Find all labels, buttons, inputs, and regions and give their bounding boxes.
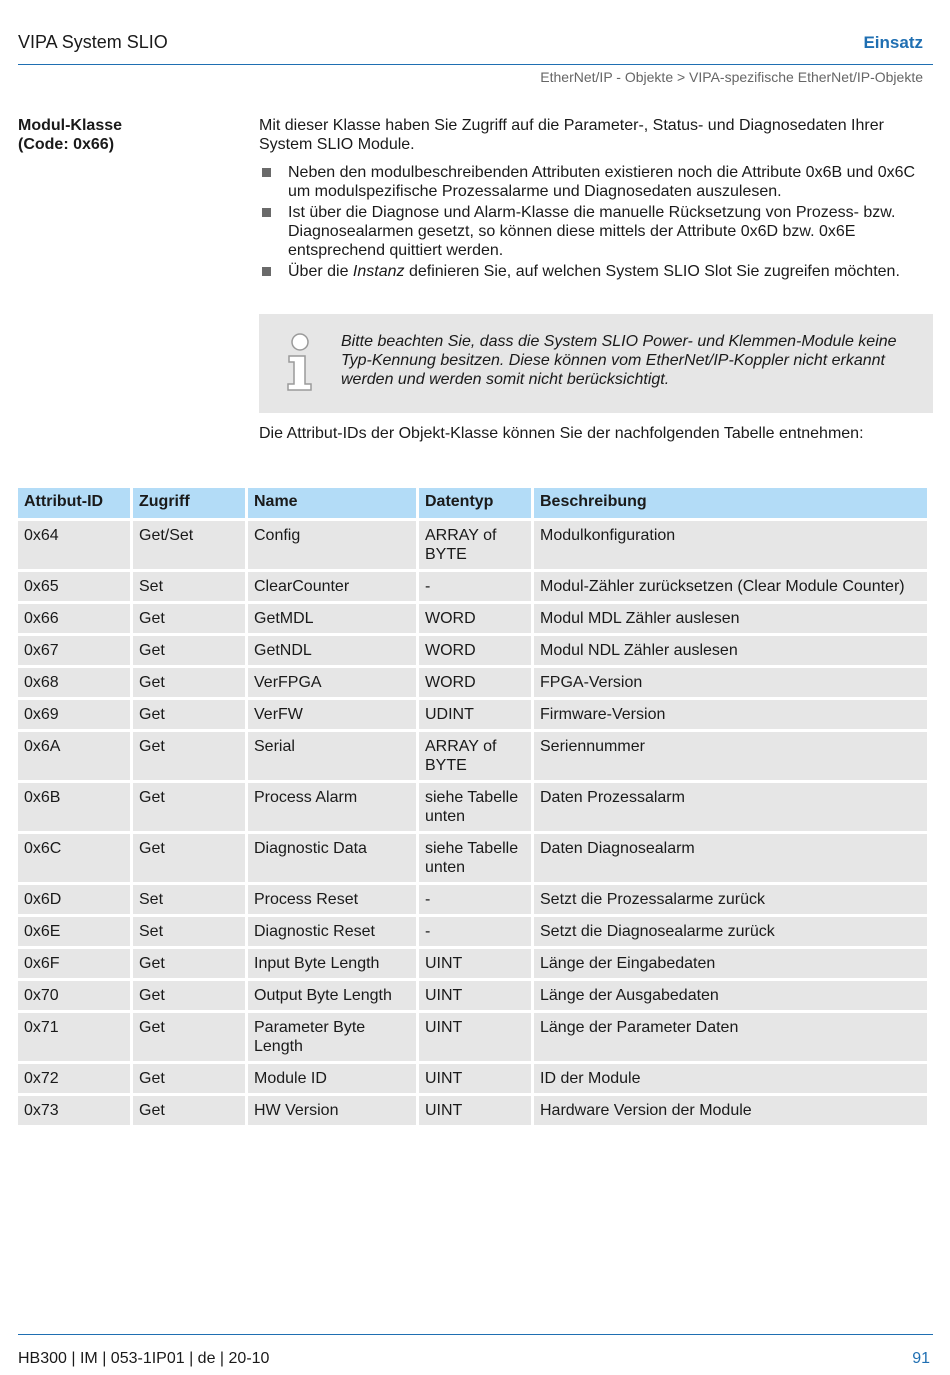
header-divider: [18, 64, 933, 65]
table-cell: Setzt die Prozessalarme zurück: [534, 885, 927, 914]
bullet-list: [259, 163, 939, 283]
table-cell: Set: [133, 572, 245, 601]
table-cell: 0x73: [18, 1096, 130, 1125]
table-row: [18, 783, 927, 831]
table-cell: UINT: [419, 1064, 531, 1093]
table-header-cell: Name: [248, 488, 416, 518]
table-cell: HW Version: [248, 1096, 416, 1125]
breadcrumb: EtherNet/IP - Objekte > VIPA-spezifische EtherNet/IP-Objekte: [540, 69, 923, 85]
table-cell: siehe Tabelle unten: [419, 783, 531, 831]
footer-divider: [18, 1334, 933, 1335]
bullet-text: Neben den modulbeschreibenden Attributen existieren noch die Attribute 0x6B und 0x6C um modulspezifische Prozessalarme und Diagnosedaten auszulesen.: [288, 164, 916, 200]
header-section: Einsatz: [863, 33, 923, 52]
table-cell: Daten Prozessalarm: [534, 783, 927, 831]
table-cell: Get: [133, 636, 245, 665]
table-cell: UDINT: [419, 700, 531, 729]
table-cell: 0x65: [18, 572, 130, 601]
table-row: [18, 572, 927, 601]
table-cell: 0x6F: [18, 949, 130, 978]
table-row: [18, 700, 927, 729]
table-cell: Get: [133, 604, 245, 633]
bullet-text-before: Über die: [288, 263, 353, 280]
table-row: [18, 917, 927, 946]
table-cell: ARRAY of BYTE: [419, 732, 531, 780]
table-cell: Länge der Eingabedaten: [534, 949, 927, 978]
table-cell: 0x70: [18, 981, 130, 1010]
bullet-item: [259, 262, 939, 281]
table-cell: VerFPGA: [248, 668, 416, 697]
bullet-item: [259, 203, 939, 260]
bullet-square-icon: [262, 267, 271, 276]
table-cell: 0x6A: [18, 732, 130, 780]
table-cell: Get: [133, 1064, 245, 1093]
table-cell: Daten Diagnosealarm: [534, 834, 927, 882]
table-row: [18, 521, 927, 569]
table-cell: Serial: [248, 732, 416, 780]
table-header-cell: Datentyp: [419, 488, 531, 518]
table-row: [18, 636, 927, 665]
table-cell: ID der Module: [534, 1064, 927, 1093]
table-cell: WORD: [419, 636, 531, 665]
table-cell: Seriennummer: [534, 732, 927, 780]
page-number: 91: [912, 1350, 930, 1367]
footer-doc-id: HB300 | IM | 053-1IP01 | de | 20-10: [18, 1350, 270, 1367]
table-cell: Get: [133, 783, 245, 831]
bullet-square-icon: [262, 168, 271, 177]
table-cell: 0x72: [18, 1064, 130, 1093]
table-cell: Modul MDL Zähler auslesen: [534, 604, 927, 633]
table-cell: Get: [133, 949, 245, 978]
table-cell: siehe Tabelle unten: [419, 834, 531, 882]
table-cell: 0x71: [18, 1013, 130, 1061]
table-cell: Set: [133, 885, 245, 914]
bullet-text: Ist über die Diagnose und Alarm-Klasse die manuelle Rücksetzung von Prozess- bzw. Diagnosealarmen gesetzt, so können diese mittels der Attribute 0x6D bzw. 0x6E entsprechend quittiert werden.: [288, 204, 896, 259]
table-cell: Get: [133, 700, 245, 729]
table-header-cell: Attribut-ID: [18, 488, 130, 518]
table-row: [18, 1064, 927, 1093]
table-cell: Hardware Version der Module: [534, 1096, 927, 1125]
table-row: [18, 604, 927, 633]
table-cell: Get: [133, 1096, 245, 1125]
table-cell: Modul NDL Zähler auslesen: [534, 636, 927, 665]
table-cell: 0x64: [18, 521, 130, 569]
table-header-cell: Zugriff: [133, 488, 245, 518]
table-cell: GetNDL: [248, 636, 416, 665]
table-cell: Länge der Ausgabedaten: [534, 981, 927, 1010]
table-cell: Process Alarm: [248, 783, 416, 831]
table-cell: 0x6C: [18, 834, 130, 882]
info-icon: [283, 332, 317, 392]
table-cell: Parameter Byte Length: [248, 1013, 416, 1061]
table-cell: UINT: [419, 949, 531, 978]
table-cell: Get: [133, 732, 245, 780]
table-cell: Config: [248, 521, 416, 569]
table-cell: 0x66: [18, 604, 130, 633]
table-cell: Get: [133, 981, 245, 1010]
note-text: Bitte beachten Sie, dass die System SLIO Power- und Klemmen-Module keine Typ-Kennung besitzen. Diese können vom EtherNet/IP-Koppler nicht erkannt werden und werden somit nicht berücksichtigt.: [341, 333, 897, 388]
table-cell: ClearCounter: [248, 572, 416, 601]
table-cell: Modul-Zähler zurücksetzen (Clear Module Counter): [534, 572, 927, 601]
table-lead: Die Attribut-IDs der Objekt-Klasse können Sie der nachfolgenden Tabelle entnehmen:: [259, 425, 864, 442]
bullet-square-icon: [262, 208, 271, 217]
table-row: [18, 885, 927, 914]
table-cell: 0x69: [18, 700, 130, 729]
table-cell: -: [419, 885, 531, 914]
table-cell: Process Reset: [248, 885, 416, 914]
table-header-row: [18, 488, 927, 518]
table-cell: FPGA-Version: [534, 668, 927, 697]
table-cell: Modulkonfiguration: [534, 521, 927, 569]
side-heading: Modul-Klasse (Code: 0x66): [18, 117, 123, 153]
table-cell: 0x67: [18, 636, 130, 665]
table-cell: Firmware-Version: [534, 700, 927, 729]
table-header-cell: Beschreibung: [534, 488, 927, 518]
table-cell: GetMDL: [248, 604, 416, 633]
table-cell: -: [419, 917, 531, 946]
table-cell: Setzt die Diagnosealarme zurück: [534, 917, 927, 946]
table-row: [18, 981, 927, 1010]
table-row: [18, 1013, 927, 1061]
table-cell: Diagnostic Reset: [248, 917, 416, 946]
table-cell: WORD: [419, 604, 531, 633]
table-cell: Get: [133, 668, 245, 697]
table-row: [18, 834, 927, 882]
table-row: [18, 668, 927, 697]
bullet-text-italic: Instanz: [352, 263, 405, 280]
table-row: [18, 1096, 927, 1125]
table-cell: Output Byte Length: [248, 981, 416, 1010]
table-cell: Module ID: [248, 1064, 416, 1093]
table-cell: Set: [133, 917, 245, 946]
table-cell: WORD: [419, 668, 531, 697]
table-cell: Input Byte Length: [248, 949, 416, 978]
note-box: [259, 314, 933, 413]
table-row: [18, 732, 927, 780]
table-cell: Diagnostic Data: [248, 834, 416, 882]
header-title: VIPA System SLIO: [18, 32, 168, 52]
table-row: [18, 949, 927, 978]
table-cell: -: [419, 572, 531, 601]
table-cell: 0x68: [18, 668, 130, 697]
table-cell: UINT: [419, 981, 531, 1010]
table-cell: ARRAY of BYTE: [419, 521, 531, 569]
table-cell: 0x6B: [18, 783, 130, 831]
table-cell: Get: [133, 834, 245, 882]
intro-paragraph: Mit dieser Klasse haben Sie Zugriff auf die Parameter-, Status- und Diagnosedaten Ihrer System SLIO Module.: [259, 117, 884, 153]
table-cell: Get/Set: [133, 521, 245, 569]
table-cell: VerFW: [248, 700, 416, 729]
table-cell: 0x6D: [18, 885, 130, 914]
table-cell: Länge der Parameter Daten: [534, 1013, 927, 1061]
table-cell: 0x6E: [18, 917, 130, 946]
table-cell: UINT: [419, 1013, 531, 1061]
attribute-table: [15, 485, 930, 1128]
bullet-text-after: definieren Sie, auf welchen System SLIO Slot Sie zugreifen möchten.: [404, 263, 900, 280]
table-cell: UINT: [419, 1096, 531, 1125]
table-body: [18, 521, 927, 1125]
bullet-item: [259, 163, 939, 201]
table-cell: Get: [133, 1013, 245, 1061]
